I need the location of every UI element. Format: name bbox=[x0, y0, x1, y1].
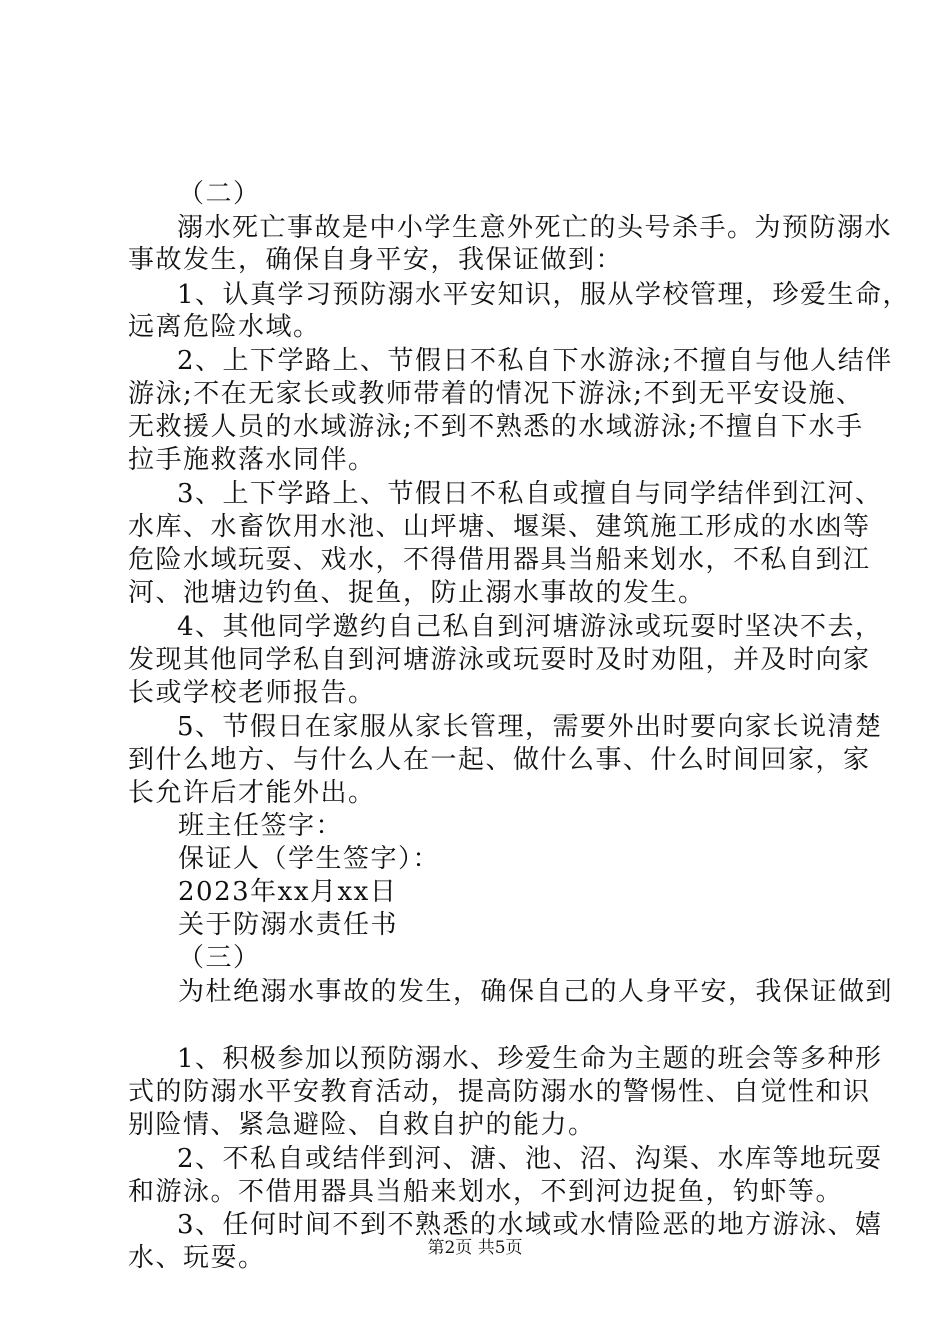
teacher-signature-label: 班主任签字： bbox=[178, 811, 344, 841]
paragraph-line: 5、节假日在家服从家长管理，需要外出时要向家长说清楚 bbox=[177, 712, 883, 742]
paragraph-line: 拉手施救落水同伴。 bbox=[128, 445, 376, 475]
paragraph-line: 到什么地方、与什么人在一起、做什么事、什么时间回家，家 bbox=[128, 745, 871, 775]
paragraph-line: 水库、水畜饮用水池、山坪塘、堰渠、建筑施工形成的水凼等 bbox=[128, 512, 871, 542]
paragraph-line: 事故发生，确保自身平安，我保证做到： bbox=[128, 245, 624, 275]
paragraph-line: 远离危险水域。 bbox=[128, 312, 321, 342]
date-line: 2023年xx月xx日 bbox=[178, 877, 398, 907]
section-heading-2: （二） bbox=[178, 179, 261, 209]
document-title: 关于防溺水责任书 bbox=[178, 910, 399, 940]
paragraph-line: 2、不私自或结伴到河、溏、池、沼、沟渠、水库等地玩耍 bbox=[177, 1144, 883, 1174]
student-signature-label: 保证人（学生签字）： bbox=[178, 844, 441, 874]
paragraph-line: 3、上下学路上、节假日不私自或擅自与同学结伴到江河、 bbox=[177, 479, 883, 509]
paragraph-line: 3、任何时间不到不熟悉的水域或水情险恶的地方游泳、嬉 bbox=[177, 1210, 883, 1240]
paragraph-line: 1、积极参加以预防溺水、珍爱生命为主题的班会等多种形 bbox=[177, 1044, 883, 1074]
paragraph-line: 式的防溺水平安教育活动，提高防溺水的警惕性、自觉性和识 bbox=[128, 1077, 871, 1107]
paragraph-line: 1、认真学习预防溺水平安知识，服从学校管理，珍爱生命， bbox=[177, 280, 911, 310]
paragraph-line: 为杜绝溺水事故的发生，确保自己的人身平安，我保证做到 bbox=[178, 977, 894, 1007]
paragraph-line: 游泳;不在无家长或教师带着的情况下游泳;不到无平安设施、 bbox=[128, 379, 864, 409]
paragraph-line: 河、池塘边钓鱼、捉鱼，防止溺水事故的发生。 bbox=[128, 578, 706, 608]
page-footer: 第2页 共5页 bbox=[427, 1238, 523, 1258]
paragraph-line: 2、上下学路上、节假日不私自下水游泳;不擅自与他人结伴 bbox=[177, 346, 893, 376]
paragraph-line: 发现其他同学私自到河塘游泳或玩耍时及时劝阻，并及时向家 bbox=[128, 645, 871, 675]
paragraph-line: 危险水域玩耍、戏水，不得借用器具当船来划水，不私自到江 bbox=[128, 545, 871, 575]
paragraph-line: 和游泳。不借用器具当船来划水，不到河边捉鱼，钓虾等。 bbox=[128, 1177, 844, 1207]
paragraph-line: 无救援人员的水域游泳;不到不熟悉的水域游泳;不擅自下水手 bbox=[128, 412, 864, 442]
paragraph-line: 溺水死亡事故是中小学生意外死亡的头号杀手。为预防溺水 bbox=[177, 213, 893, 243]
paragraph-line: 水、玩耍。 bbox=[128, 1243, 266, 1273]
paragraph-line: 别险情、紧急避险、自救自护的能力。 bbox=[128, 1110, 596, 1140]
paragraph-line: 4、其他同学邀约自己私自到河塘游泳或玩耍时坚决不去， bbox=[177, 612, 883, 642]
section-heading-3: （三） bbox=[178, 943, 261, 973]
paragraph-line: 长或学校老师报告。 bbox=[128, 678, 376, 708]
paragraph-line: 长允许后才能外出。 bbox=[128, 778, 376, 808]
